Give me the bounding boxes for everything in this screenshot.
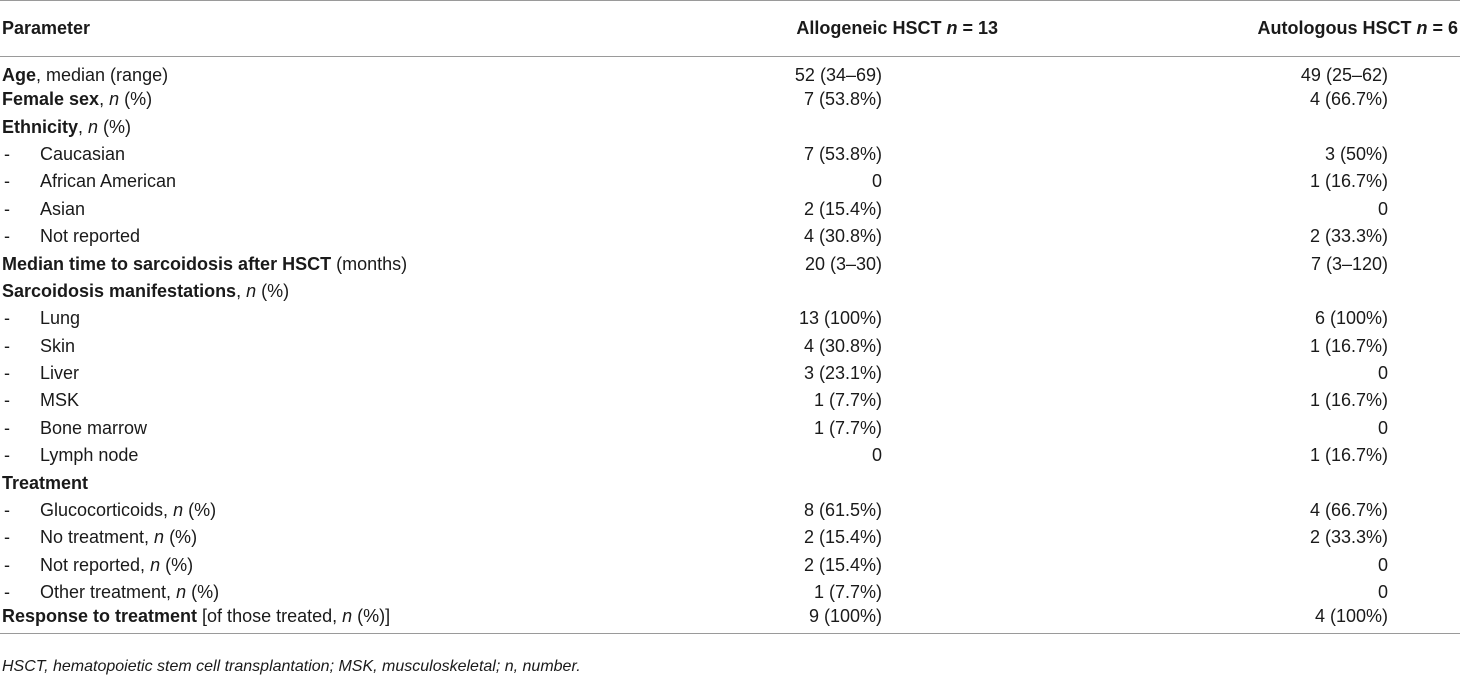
bullet-dash: - — [4, 445, 10, 466]
row-label-text: Liver — [40, 363, 80, 384]
bullet-dash: - — [4, 363, 10, 384]
header-autologous-prefix: Autologous HSCT — [1257, 18, 1417, 38]
cell-allogeneic: 1 (7.7%) — [813, 582, 882, 603]
row-label — [0, 168, 600, 195]
row-label-bold: Treatment — [2, 472, 89, 493]
row-label-rest: [of those treated, n (%)] — [197, 606, 391, 627]
table-row — [0, 415, 1460, 442]
table-row — [0, 168, 1460, 195]
table-row — [0, 141, 1460, 168]
header-allogeneic-prefix: Allogeneic HSCT — [796, 18, 947, 38]
row-label-text: Glucocorticoids, n (%) — [40, 500, 217, 521]
cell-autologous: 0 — [1377, 363, 1388, 384]
table-row — [0, 360, 1460, 387]
row-label-rest: , n (%) — [99, 89, 153, 110]
table-row — [0, 113, 1460, 140]
row-label-text: Lymph node — [40, 445, 139, 466]
cell-autologous: 1 (16.7%) — [1309, 171, 1388, 192]
cell-allogeneic: 4 (30.8%) — [803, 335, 882, 356]
header-autologous — [1000, 1, 1460, 57]
bullet-dash: - — [4, 143, 10, 164]
row-label — [0, 113, 600, 140]
row-label — [0, 141, 600, 168]
cell-allogeneic: 7 (53.8%) — [803, 89, 882, 110]
cell-allogeneic: 52 (34–69) — [794, 65, 882, 85]
cell-allogeneic: 0 — [871, 445, 882, 466]
table-row — [0, 579, 1460, 606]
bullet-dash: - — [4, 554, 10, 575]
cell-autologous: 3 (50%) — [1324, 143, 1388, 164]
row-label-rest: , median (range) — [36, 65, 169, 85]
table-row — [0, 552, 1460, 579]
table-row — [0, 278, 1460, 305]
cell-allogeneic: 0 — [871, 171, 882, 192]
bullet-dash: - — [4, 171, 10, 192]
bullet-dash: - — [4, 308, 10, 329]
cell-autologous: 0 — [1377, 417, 1388, 438]
cell-allogeneic: 2 (15.4%) — [803, 527, 882, 548]
row-label — [0, 415, 600, 442]
row-label — [0, 497, 600, 524]
cell-autologous: 2 (33.3%) — [1309, 226, 1388, 247]
cell-allogeneic: 1 (7.7%) — [813, 390, 882, 411]
table-body — [0, 57, 1460, 634]
cell-autologous: 49 (25–62) — [1300, 65, 1388, 85]
row-label-text: Other treatment, n (%) — [40, 582, 220, 603]
cell-autologous: 4 (100%) — [1000, 606, 1460, 634]
table-row — [0, 606, 1460, 634]
cell-autologous: 4 (66.7%) — [1309, 500, 1388, 521]
row-label — [0, 387, 600, 414]
row-label — [0, 305, 600, 332]
row-label — [0, 524, 600, 551]
cell-autologous: 1 (16.7%) — [1309, 445, 1388, 466]
cell-allogeneic: 3 (23.1%) — [803, 363, 882, 384]
cell-allogeneic — [600, 113, 1000, 140]
header-allogeneic — [600, 1, 1000, 57]
table-row — [0, 469, 1460, 496]
cell-autologous: 7 (3–120) — [1310, 253, 1388, 274]
row-label-text: Bone marrow — [40, 417, 148, 438]
header-autologous-n: n — [1416, 18, 1428, 38]
cell-allogeneic: 20 (3–30) — [804, 253, 882, 274]
table-header — [0, 1, 1460, 57]
header-parameter: Parameter — [0, 1, 600, 57]
cell-allogeneic — [600, 469, 1000, 496]
cell-allogeneic: 13 (100%) — [798, 308, 882, 329]
cell-allogeneic: 2 (15.4%) — [803, 554, 882, 575]
row-label-text: MSK — [40, 390, 80, 411]
row-label-rest: , n (%) — [78, 116, 132, 137]
header-allogeneic-suffix: = 13 — [957, 18, 998, 38]
row-label-text: Caucasian — [40, 143, 126, 164]
table-row — [0, 223, 1460, 250]
row-label — [0, 57, 600, 87]
cell-autologous — [1000, 278, 1460, 305]
bullet-dash: - — [4, 527, 10, 548]
row-label — [0, 250, 600, 277]
row-label-bold: Response to treatment — [2, 606, 198, 627]
row-label-text: No treatment, n (%) — [40, 527, 198, 548]
bullet-dash: - — [4, 335, 10, 356]
header-allogeneic-n: n — [946, 18, 958, 38]
table-row — [0, 305, 1460, 332]
table-row — [0, 524, 1460, 551]
row-label — [0, 196, 600, 223]
row-label — [0, 278, 600, 305]
row-label-bold: Median time to sarcoidosis after HSCT — [2, 253, 332, 274]
row-label-rest: , n (%) — [236, 280, 290, 301]
table-row — [0, 497, 1460, 524]
row-label — [0, 333, 600, 360]
bullet-dash: - — [4, 226, 10, 247]
table-row — [0, 57, 1460, 87]
row-label-text: Not reported, n (%) — [40, 554, 194, 575]
row-label — [0, 579, 600, 606]
row-label-bold: Sarcoidosis manifestations — [2, 280, 237, 301]
row-label — [0, 469, 600, 496]
table-row — [0, 196, 1460, 223]
row-label-bold: Ethnicity — [2, 116, 79, 137]
row-label-bold: Age — [2, 65, 37, 85]
cell-autologous: 0 — [1377, 582, 1388, 603]
row-label-bold: Female sex — [2, 89, 100, 110]
cell-allogeneic: 2 (15.4%) — [803, 198, 882, 219]
cell-autologous: 0 — [1377, 554, 1388, 575]
row-label — [0, 442, 600, 469]
cell-autologous: 2 (33.3%) — [1309, 527, 1388, 548]
cell-autologous — [1000, 469, 1460, 496]
row-label — [0, 360, 600, 387]
cell-autologous: 0 — [1377, 198, 1388, 219]
row-label — [0, 552, 600, 579]
row-label-text: Not reported — [40, 226, 141, 247]
table-row — [0, 250, 1460, 277]
bullet-dash: - — [4, 198, 10, 219]
cell-allogeneic: 4 (30.8%) — [803, 226, 882, 247]
row-label-text: Asian — [40, 198, 86, 219]
cell-allogeneic: 8 (61.5%) — [803, 500, 882, 521]
row-label — [0, 223, 600, 250]
header-row — [0, 1, 1460, 57]
row-label-text: African American — [40, 171, 177, 192]
table-row — [0, 387, 1460, 414]
bullet-dash: - — [4, 500, 10, 521]
table-row — [0, 86, 1460, 113]
row-label-text: Lung — [40, 308, 81, 329]
row-label-text: Skin — [40, 335, 76, 356]
table-row — [0, 442, 1460, 469]
cell-autologous: 1 (16.7%) — [1309, 390, 1388, 411]
row-label-rest: (months) — [331, 253, 408, 274]
table-footnote: HSCT, hematopoietic stem cell transplantation; MSK, musculoskeletal; n, number. — [2, 658, 581, 675]
cell-autologous: 1 (16.7%) — [1309, 335, 1388, 356]
cell-allogeneic — [600, 278, 1000, 305]
cell-allogeneic: 1 (7.7%) — [813, 417, 882, 438]
bullet-dash: - — [4, 582, 10, 603]
cell-allogeneic: 7 (53.8%) — [803, 143, 882, 164]
cell-autologous: 4 (66.7%) — [1309, 89, 1388, 110]
row-label — [0, 606, 600, 634]
table-row — [0, 333, 1460, 360]
cell-autologous — [1000, 113, 1460, 140]
row-label — [0, 86, 600, 113]
cell-allogeneic: 9 (100%) — [600, 606, 1000, 634]
header-autologous-suffix: = 6 — [1427, 18, 1458, 38]
cell-autologous: 6 (100%) — [1314, 308, 1388, 329]
bullet-dash: - — [4, 417, 10, 438]
bullet-dash: - — [4, 390, 10, 411]
